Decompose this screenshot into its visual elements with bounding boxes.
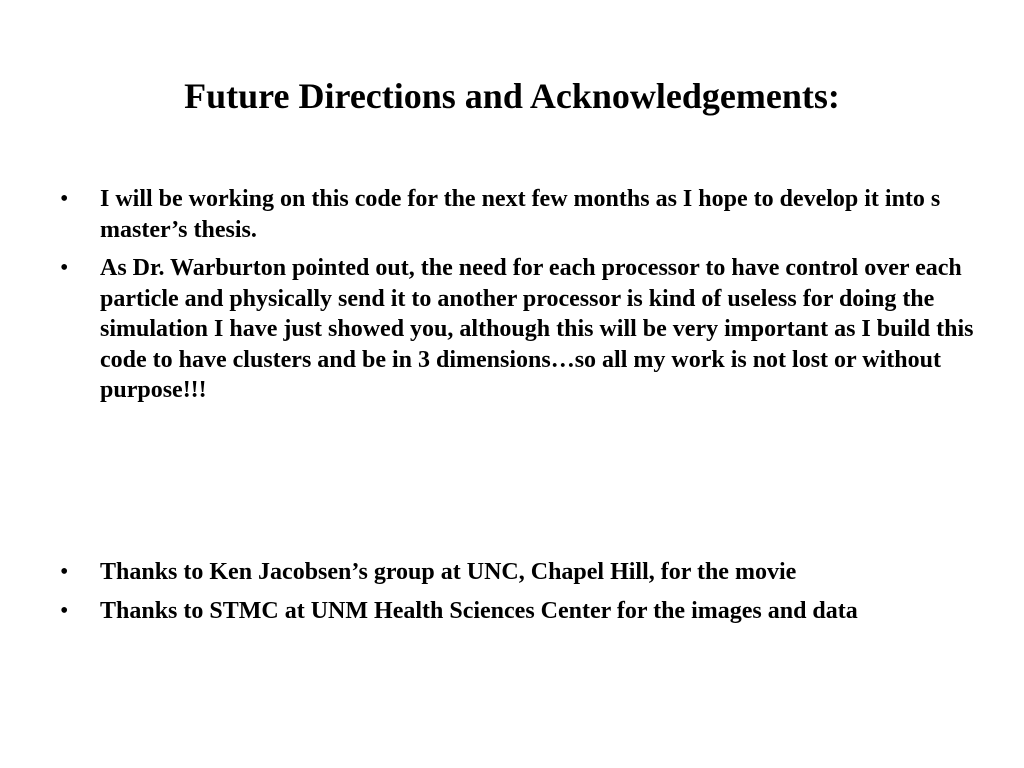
- bullet-item: [56, 184, 976, 245]
- bullet-marker: •: [60, 186, 69, 212]
- bullet-text: Thanks to Ken Jacobsen’s group at UNC, Chapel Hill, for the movie: [100, 559, 797, 585]
- bullet-item: [56, 557, 976, 588]
- bullet-marker: •: [60, 255, 69, 281]
- bullet-item: [56, 253, 976, 406]
- bullet-text: As Dr. Warburton pointed out, the need for each processor to have control over each particle and physically send it to another processor is kind of useless for doing the simulation I have just showed you, although this will be very important as I build this code to have clusters and be in 3 dimensions…so all my work is not lost or without purpose!!!: [100, 255, 974, 403]
- bullet-marker: •: [60, 597, 69, 624]
- bullet-list-future-directions: [56, 184, 976, 414]
- bullet-list-acknowledgements: [56, 557, 976, 634]
- bullet-text: Thanks to STMC at UNM Health Sciences Center for the images and data: [100, 597, 858, 624]
- bullet-marker: •: [60, 559, 69, 585]
- bullet-item: [56, 596, 976, 627]
- slide-title: Future Directions and Acknowledgements:: [184, 76, 840, 116]
- bullet-text: I will be working on this code for the next few months as I hope to develop it into s master’s thesis.: [100, 186, 941, 243]
